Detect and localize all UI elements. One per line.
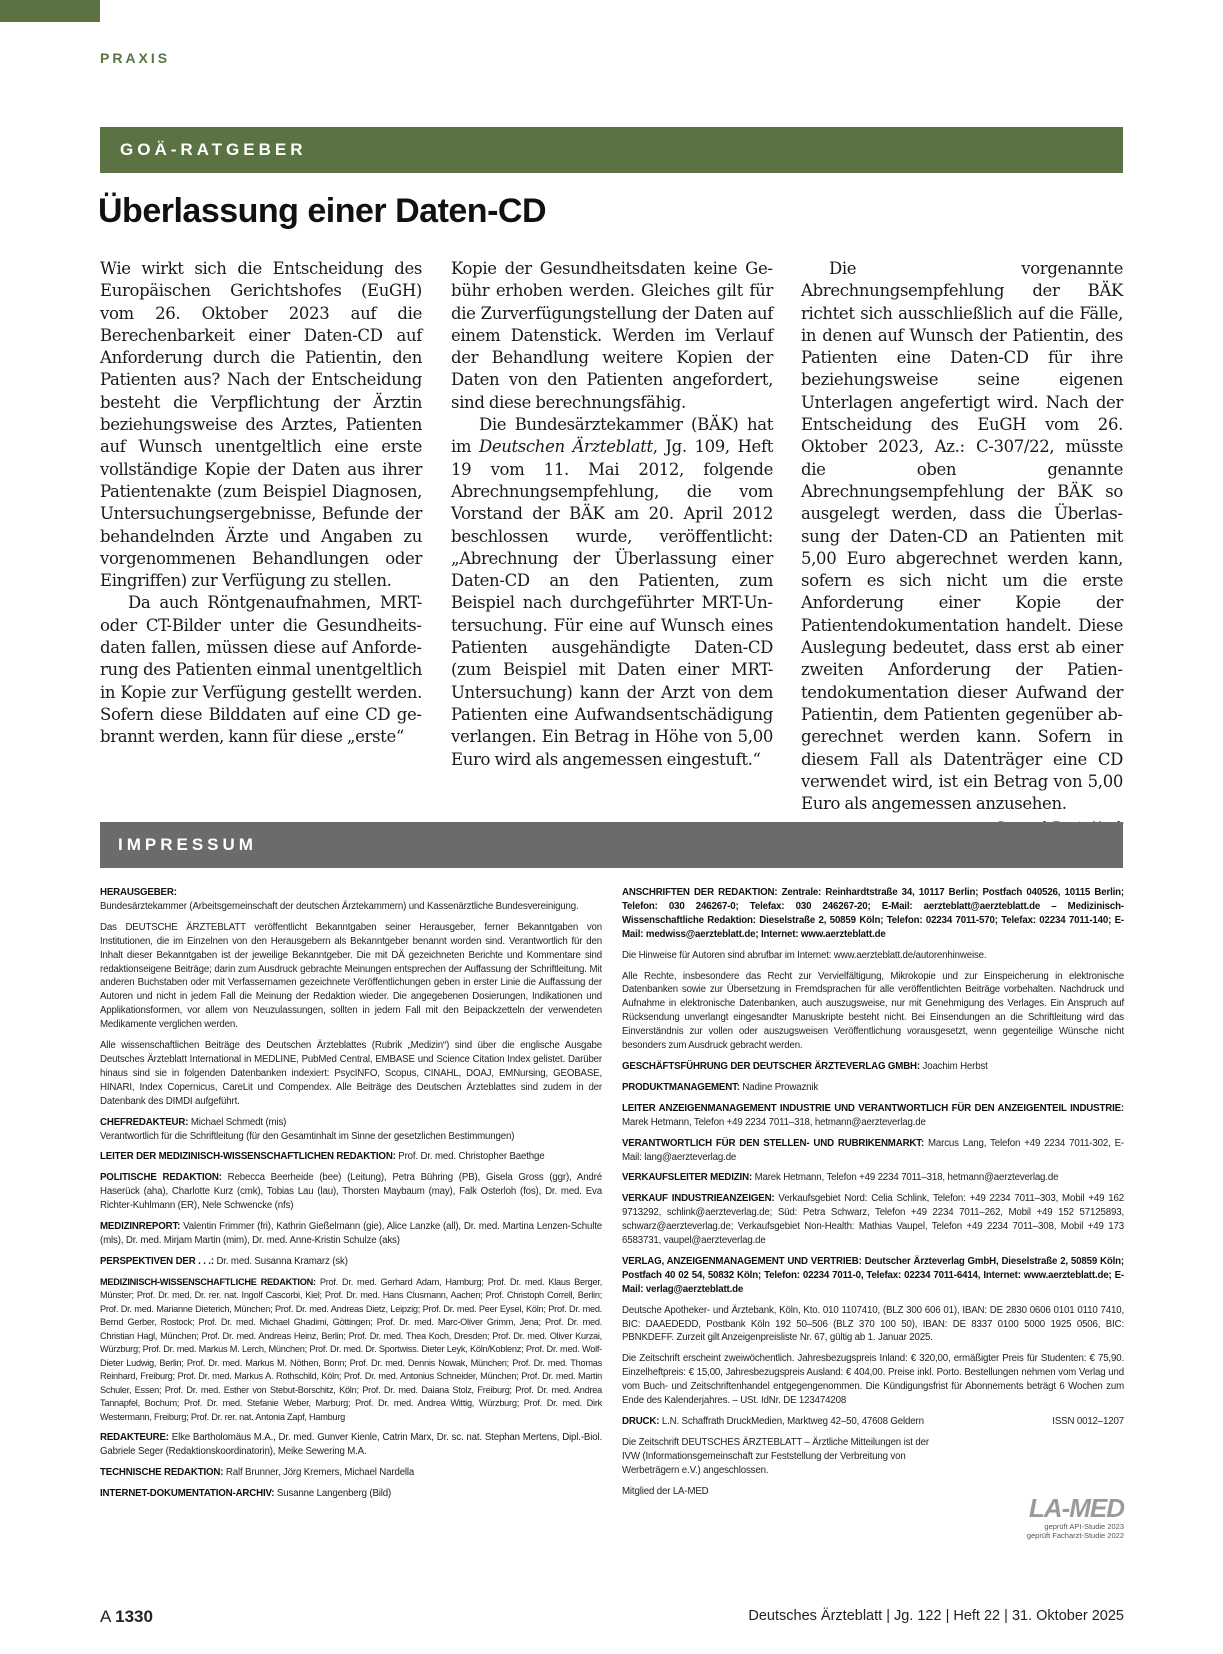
imprint-text: Nadine Prowaznik (739, 1081, 819, 1093)
imprint-label: VERKAUF INDUSTRIEANZEIGEN: (622, 1193, 775, 1205)
imprint-paragraph: Die Zeitschrift erscheint zweiwöchentlich. Jahresbezugspreis Inland: € 320,00, ermäßigter Preis für Studenten: € 75,90. Einzelheftpreis: € 15,00, Jahresbezugspreis Ausland: € 404,00. Preise inkl. Porto. Bestellungen nehmen vom Verlag und vom Buch- und Zeitschriftenhandel entgegengenommen. Die Kündigungsfrist für Abonnements beträgt 6 Wochen zum Ende des Kalenderjahres. – USt. IdNr. DE 123474208 (622, 1353, 1124, 1407)
imprint-entry (622, 1192, 1124, 1248)
page-prefix: A (100, 1607, 116, 1626)
article-paragraph: Kopie der Gesundheitsdaten keine Gebühr erhoben werden. Gleiches gilt für die Zurverfügungstellung der Daten auf einem Datenstick. Werden im Verlauf der Behandlung weitere Kopien der Daten von den Patienten angefordert, sind diese berechnungsfähig. (451, 259, 773, 412)
rubric-banner: GOÄ-RATGEBER (100, 127, 1123, 173)
imprint-label: MEDIZINREPORT: (100, 1221, 181, 1233)
imprint-text: Verkaufsgebiet Nord: Celia Schlink, Telefon: +49 2234 7011–303, Mobil +49 162 9713292, schlink@aerzteverlag.de; Süd: Petra Schwarz, Telefon +49 2234 7011–262, Mobil +49 152 57125893, schwarz@aerzteverlag.de; Verkaufsgebiet Non-Health: Mathias Vaupel, Telefon +49 2234 7011–308, Mobil +49 173 6583731, vaupel@aerzteverlag.de (622, 1193, 1124, 1247)
article-text: Die Bundesärztekammer (BÄK) hat im (451, 415, 773, 457)
imprint-label: REDAKTEURE: (100, 1432, 169, 1444)
imprint-paragraph: Deutsche Apotheker- und Ärztebank, Köln, Kto. 010 1107410, (BLZ 300 606 01), IBAN: DE 2830 0606 0101 0110 7410, BIC: DAAEDEDD, Postbank Köln 192 50–506 (BLZ 370 100 50), IBAN: DE 8337 0100 5000 1925 0506, BIC: PBNKDEFF. Zurzeit gilt Anzeigenpreisliste Nr. 67, gültig ab 1. Januar 2025. (622, 1304, 1124, 1344)
imprint-label: DRUCK: (622, 1416, 660, 1427)
imprint-text: Dr. med. Susanna Kramarz (sk) (213, 1255, 348, 1267)
imprint-text: Elke Bartholomäus M.A., Dr. med. Gunver Kienle, Catrin Marx, Dr. sc. nat. Stephan Mertens, Dipl.-Biol. Gabriele Seger (Redaktionskoordinatorin), Meike Sewering M.A. (100, 1432, 602, 1458)
imprint-text: Marek Hetmann, Telefon +49 2234 7011–318, hetmann@aerzteverlag.de (622, 1116, 926, 1128)
article-paragraph (451, 414, 773, 771)
imprint-entry (100, 1431, 602, 1459)
impressum-right-column (622, 886, 1124, 1506)
imprint-entry (100, 1150, 602, 1164)
corner-accent-bar (0, 0, 100, 22)
imprint-addresses (622, 886, 1124, 942)
imprint-text: Bundesärztekammer (Arbeitsgemeinschaft der deutschen Ärztekammern) und Kassenärztliche Bundesvereinigung. (100, 900, 579, 912)
imprint-text: L.N. Schaffrath DruckMedien, Marktweg 42–50, 47608 Geldern (659, 1416, 924, 1427)
article-column-3 (801, 258, 1123, 838)
imprint-publisher-address (622, 1255, 1124, 1297)
imprint-label: GESCHÄFTSFÜHRUNG DER DEUTSCHER ÄRZTEVERLAG GMBH: (622, 1060, 920, 1072)
journal-issue-info: Deutsches Ärzteblatt | Jg. 122 | Heft 22 | 31. Oktober 2025 (748, 1608, 1124, 1624)
imprint-label: VERANTWORTLICH FÜR DEN STELLEN- UND RUBRIKENMARKT: (622, 1137, 925, 1149)
article-paragraph: Wie wirkt sich die Entscheidung des Europäischen Gerichtshofes (EuGH) vom 26. Oktober 2023 auf die Berechenbarkeit einer Daten-CD auf Anforderung durch die Patientin, den Patienten aus? Nach der Entscheidung besteht die Verpflichtung der Ärztin beziehungsweise des Arztes, Patienten auf Wunsch unentgeltlich eine erste vollständige Kopie der Daten aus ihrer Patientenakte (zum Beispiel Diagnosen, Untersuchungsergebnisse, Befunde der behandelnden Ärzte und Angaben zu vorgenommenen Behandlungen oder Eingriffen) zur Verfügung zu stellen. (100, 259, 422, 591)
lamed-caption: geprüft Facharzt-Studie 2022 (1026, 1531, 1124, 1540)
imprint-entry (622, 1081, 1124, 1095)
page-number (100, 1607, 153, 1627)
imprint-entry (622, 1415, 1124, 1429)
imprint-publisher (100, 886, 602, 914)
imprint-label: LEITER DER MEDIZINISCH-WISSENSCHAFTLICHEN REDAKTION: (100, 1151, 396, 1163)
imprint-entry (622, 1137, 1124, 1165)
imprint-label: PERSPEKTIVEN DER . . .: (100, 1255, 214, 1267)
section-label: PRAXIS (100, 50, 171, 66)
imprint-label: HERAUSGEBER: (100, 887, 177, 898)
imprint-entry (100, 1171, 602, 1213)
imprint-text: Joachim Herbst (919, 1060, 988, 1072)
imprint-label: CHEFREDAKTEUR: (100, 1116, 189, 1128)
imprint-text: Ralf Brunner, Jörg Kremers, Michael Nardella (223, 1467, 415, 1479)
imprint-paragraph: Alle wissenschaftlichen Beiträge des Deutschen Ärzteblattes (Rubrik „Medizin“) sind über die englische Ausgabe Deutsches Ärzteblatt International in MEDLINE, PubMed Central, EMBASE und Science Citation Index gelistet. Darüber hinaus sind sie in folgenden Datenbanken indexiert: PsycINFO, Scopus, CINAHL, DOAJ, EMNursing, GEOBASE, HINARI, Index Copernicus, CareLit und Compendex. Alle Beiträge des Deutschen Ärzteblattes sind zudem in der Datenbank des DIMDI aufgeführt. (100, 1040, 602, 1107)
article-paragraph: Da auch Röntgenaufnahmen, MRT- oder CT-Bilder unter die Gesundheitsdaten fallen, müssen diese auf Anforderung des Patienten einmal unentgeltlich in Kopie zur Verfügung gestellt werden. Sofern diese Bilddaten auf eine CD gebrannt werden, kann für diese „erste“ (100, 593, 422, 747)
imprint-label: PRODUKTMANAGEMENT: (622, 1081, 740, 1093)
imprint-label: INTERNET-DOKUMENTATION-ARCHIV: (100, 1487, 275, 1499)
impressum-banner: IMPRESSUM (100, 822, 1123, 868)
article-paragraph (801, 258, 1123, 815)
imprint-paragraph: Alle Rechte, insbesondere das Recht zur Vervielfältigung, Mikrokopie und zur Einspeicherung in elektronische Datenbanken sowie zur Übersetzung in Fremdsprachen für alle veröffentlichten Beiträge vorbehalten. Nachdruck und Aufnahme in elektronische Datenbanken, auch auszugsweise, nur mit Genehmigung des Verlages. Ein Anspruch auf Rücksendung unverlangt eingesandter Manuskripte besteht nicht. Bei Einsendungen an die Schriftleitung wird das Einverständnis zur vollen oder auszugsweisen Veröffentlichung vorausgesetzt, wenn gegenteilige Wünsche nicht besonders zum Ausdruck gebracht werden. (622, 970, 1124, 1052)
imprint-text: Marek Hetmann, Telefon +49 2234 7011–318, hetmann@aerzteverlag.de (752, 1172, 1059, 1184)
imprint-label: VERLAG, ANZEIGENMANAGEMENT UND VERTRIEB: Deutscher Ärzteverlag GmbH, Dieselstraße 2, 50859 Köln; Postfach 40 02 54, 50832 Köln; Telefon: 02234 7011-0, Telefax: 02234 7011-6414, Internet: www.aerzteblatt.de; E-Mail: verlag@aerzteblatt.de (622, 1255, 1124, 1295)
article-text: Die vorgenannte Abrechnungsempfehlung der BÄK richtet sich ausschließlich auf die Fälle, in denen auf Wunsch der Patientin, des Patienten eine Daten-CD für ihre beziehungsweise seine eigenen Unterlagen angefertigt wird. Nach der Entscheidung des EuGH vom 26. Oktober 2023, Az.: C-307/22, müsste die oben genannte Abrechnungsempfehlung der BÄK so ausgelegt werden, dass die Überlassung der Daten-CD an Patienten mit 5,00 Euro abgerechnet werden kann, sofern es sich nicht um die erste Anforderung einer Kopie der Patientendokumentation handelt. Diese Auslegung bedeutet, dass erst ab einer zweiten Anforderung der Patientendokumentation dieser Aufwand der Patientin, dem Patienten gegenüber abgerechnet werden kann. Sofern in diesem Fall als Datenträger eine CD verwendet wird, ist ein Betrag von 5,00 Euro als angemessen anzusehen. (801, 259, 1123, 814)
imprint-entry (100, 1220, 602, 1248)
imprint-label: LEITER ANZEIGENMANAGEMENT INDUSTRIE UND VERANTWORTLICH FÜR DEN ANZEIGENTEIL INDUSTRIE: (622, 1102, 1124, 1114)
article-column-1 (100, 258, 422, 749)
imprint-text: Michael Schmedt (mis) (188, 1116, 287, 1128)
lamed-seal (1018, 1494, 1124, 1540)
article-text: , Jg. 109, Heft 19 vom 11. Mai 2012, folgende Abrechnungsempfehlung, die vom Vorstand der BÄK am 20. April 2012 beschlossen wurde, veröffentlicht: „Abrechnung der Überlassung einer Daten-CD an den Patienten, zum Beispiel nach durchgeführter MRT-Untersuchung. Für eine auf Wunsch eines Patienten ausgehändigte Daten-CD (zum Beispiel mit Daten einer MRT-Untersuchung) kann der Arzt von dem Patienten eine Aufwandsentschädigung verlangen. Ein Betrag in Höhe von 5,00 Euro wird als angemessen eingestuft.“ (451, 437, 773, 769)
imprint-paragraph: Das DEUTSCHE ÄRZTEBLATT veröffentlicht Bekanntgaben seiner Herausgeber, ferner Bekanntgaben von Institutionen, die im Einzelnen von den Herausgebern als Bekanntgeber benannt worden sind. Verantwortlich für den Inhalt dieser Bekanntgaben ist der jeweilige Bekanntgeber. Die mit DÄ gezeichneten Berichte und Kommentare sind redaktionseigene Beiträge; darin zum Ausdruck gebrachte Meinungen entsprechen der Auffassung der Schriftleitung. Mit anderen Buchstaben oder mit Verfassernamen gezeichnete Veröffentlichungen geben in erster Linie die Auffassung der Autoren und nicht in jedem Fall die Meinung der Redaktion wieder. Die angegebenen Dosierungen, Indikationen und Applikationsformen, vor allem von Neuzulassungen, sollten in jedem Fall mit den Beipackzetteln der verwendeten Medikamente verglichen werden. (100, 921, 602, 1031)
imprint-entry (622, 1060, 1124, 1074)
imprint-label: TECHNISCHE REDAKTION: (100, 1467, 224, 1479)
imprint-editor-in-chief (100, 1116, 602, 1144)
imprint-text: Marcus Lang, Telefon +49 2234 7011-302, E-Mail: lang@aerzteverlag.de (622, 1137, 1124, 1163)
imprint-entry (100, 1487, 602, 1501)
imprint-label: POLITISCHE REDAKTION: (100, 1172, 222, 1184)
lamed-logo: LA-MED (1028, 1493, 1124, 1523)
imprint-paragraph: Mitglied der LA-MED (622, 1485, 709, 1497)
page-number-value: 1330 (115, 1607, 153, 1626)
issn: ISSN 0012–1207 (1052, 1416, 1124, 1427)
imprint-text: Prof. Dr. med. Gerhard Adam, Hamburg; Prof. Dr. med. Klaus Berger, Münster; Prof. Dr. med. Dr. rer. nat. Ingolf Cascorbi, Kiel; Prof. Dr. med. Hans Clusmann, Aachen; Prof. Christoph Correll, Berlin; Prof. Dr. med. Marianne Dieterich, München; Prof. Dr. med. Andreas Dietz, Leipzig; Prof. Dr. med. Peer Eysel, Köln; Prof. Dr. med. Bernd Gerber, Rostock; Prof. Dr. med. Michael Ghadimi, Göttingen; Prof. Dr. med. Marc-Oliver Grimm, Jena; Prof. Dr. med. Christian Hagl, München; Prof. Dr. med. Andreas Heinz, Berlin; Prof. Dr. med. Thea Koch, Dresden; Prof. Dr. med. Oliver Kurzai, Würzburg; Prof. Dr. med. Markus M. Lerch, München; Prof. Dr. med. Dr. Sportwiss. Dieter Leyk, Köln/Koblenz; Prof. Dr. med. Wolf-Dieter Ludwig, Berlin; Prof. Dr. med. Markus M. Nöthen, Bonn; Prof. Dr. med. Dennis Nowak, München; Prof. Dr. med. Thomas Reinhard, Freiburg; Prof. Dr. med. Markus A. Rothschild, Köln; Prof. Dr. med. Antonius Schneider, München; Prof. Dr. med. Martin Schuler, Essen; Prof. Dr. med. Esther von Stebut-Borschitz, Köln; Prof. Dr. med. Daiana Stolz, Freiburg; Prof. Dr. med. Andrea Tannapfel, Bochum; Prof. Dr. med. Stefanie Weber, Marburg; Prof. Dr. med. Andrea Wittig, Würzburg; Prof. Dr. med. Dirk Westermann, Freiburg; Prof. Dr. rer. nat. Antonia Zapf, Hamburg (100, 1276, 603, 1422)
imprint-label: VERKAUFSLEITER MEDIZIN: (622, 1172, 753, 1184)
article-title: Überlassung einer Daten-CD (98, 192, 546, 230)
imprint-entry (100, 1255, 602, 1269)
imprint-text: Verantwortlich für die Schriftleitung (für den Gesamtinhalt im Sinne der gesetzlichen Bestimmungen) (100, 1130, 515, 1142)
imprint-text: Prof. Dr. med. Christopher Baethge (395, 1151, 545, 1163)
article-column-2 (451, 258, 773, 771)
imprint-entry (622, 1171, 1124, 1185)
imprint-text: Susanne Langenberg (Bild) (274, 1487, 392, 1499)
imprint-paragraph: Die Zeitschrift DEUTSCHES ÄRZTEBLATT – Ärztliche Mitteilungen ist der IVW (Informationsgemeinschaft zur Feststellung der Verbreitung von Werbeträgern e.V.) angeschlossen. (622, 1436, 929, 1476)
imprint-entry (100, 1276, 602, 1425)
impressum-left-column (100, 886, 602, 1508)
imprint-entry (622, 1102, 1124, 1130)
imprint-text: Rebecca Beerheide (bee) (Leitung), Petra Bühring (PB), Gisela Gross (ggr), André Haserück (aha), Charlotte Kurz (cmk), Tobias Lau (lau), Thorsten Maybaum (may), Falk Osterloh (fos), Dr. med. Eva Richter-Kuhlmann (ER), Nele Schwencke (nfs) (100, 1172, 602, 1212)
lamed-caption: geprüft API-Studie 2023 (1044, 1522, 1124, 1531)
imprint-label: ANSCHRIFTEN DER REDAKTION: Zentrale: Reinhardtstraße 34, 10117 Berlin; Postfach 040526, 10115 Berlin; Telefon: 030 246267-0; Telefax: 030 246267-20; E-Mail: aerzteblatt@aerzteblatt.de – Medizinisch-Wissenschaftliche Redaktion: Dieselstraße 2, 50859 Köln; Telefon: 02234 7011-570; Telefax: 02234 7011-140; E-Mail: medwiss@aerzteblatt.de; Internet: www.aerzteblatt.de (622, 887, 1124, 940)
imprint-entry (100, 1466, 602, 1480)
imprint-paragraph: Die Hinweise für Autoren sind abrufbar im Internet: www.aerzteblatt.de/autorenhinweise. (622, 949, 987, 961)
imprint-text: Valentin Frimmer (fri), Kathrin Gießelmann (gie), Alice Lanzke (all), Dr. med. Martina Lenzen-Schulte (mls), Dr. med. Mirjam Martin (mim), Dr. med. Anne-Kristin Schulze (aks) (100, 1221, 602, 1246)
journal-name-italic: Deutschen Ärzteblatt (478, 437, 653, 457)
imprint-label: MEDIZINISCH-WISSENSCHAFTLICHE REDAKTION: (100, 1276, 316, 1287)
